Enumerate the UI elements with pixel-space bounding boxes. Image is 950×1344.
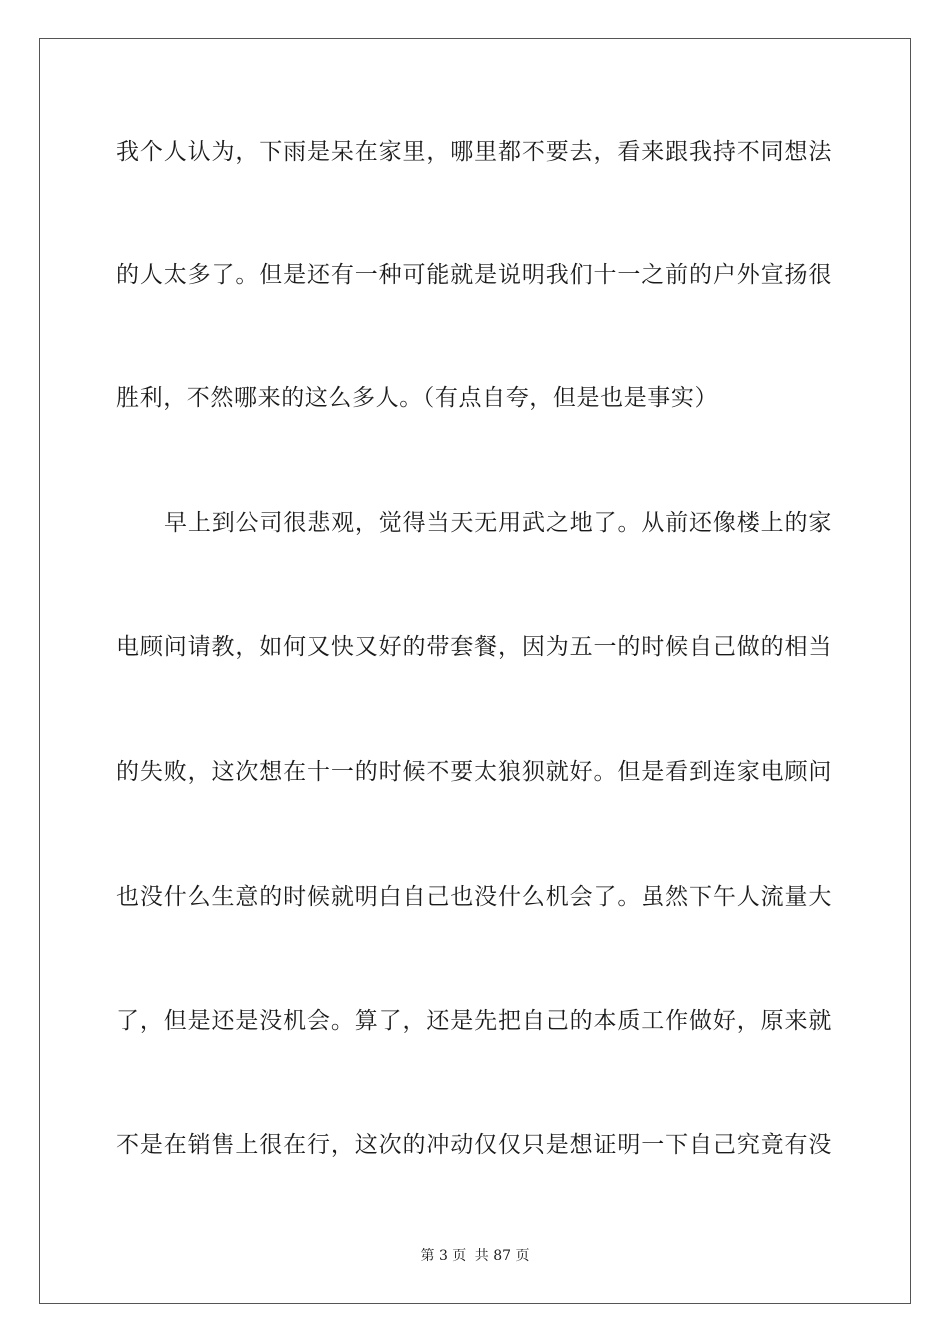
text-line: 也没什么生意的时候就明白自己也没什么机会了。虽然下午人流量大	[116, 884, 832, 910]
text-line: 我个人认为，下雨是呆在家里，哪里都不要去，看来跟我持不同想法	[116, 139, 832, 165]
page-footer	[0, 1247, 950, 1265]
text-line: 胜利，不然哪来的这么多人。（有点自夸，但是也是事实）	[116, 385, 719, 411]
page-number: 第 3 页	[420, 1248, 467, 1264]
page-border	[39, 38, 911, 1304]
text-line: 的失败，这次想在十一的时候不要太狼狈就好。但是看到连家电顾问	[116, 759, 832, 785]
paragraph-start-line: 早上到公司很悲观，觉得当天无用武之地了。从前还像楼上的家	[164, 510, 832, 536]
page-total: 共 87 页	[474, 1248, 530, 1264]
text-line: 了，但是还是没机会。算了，还是先把自己的本质工作做好，原来就	[116, 1008, 832, 1034]
text-line: 不是在销售上很在行，这次的冲动仅仅只是想证明一下自己究竟有没	[116, 1132, 832, 1158]
text-line: 的人太多了。但是还有一种可能就是说明我们十一之前的户外宣扬很	[116, 262, 832, 288]
text-line: 电顾问请教，如何又快又好的带套餐，因为五一的时候自己做的相当	[116, 634, 832, 660]
